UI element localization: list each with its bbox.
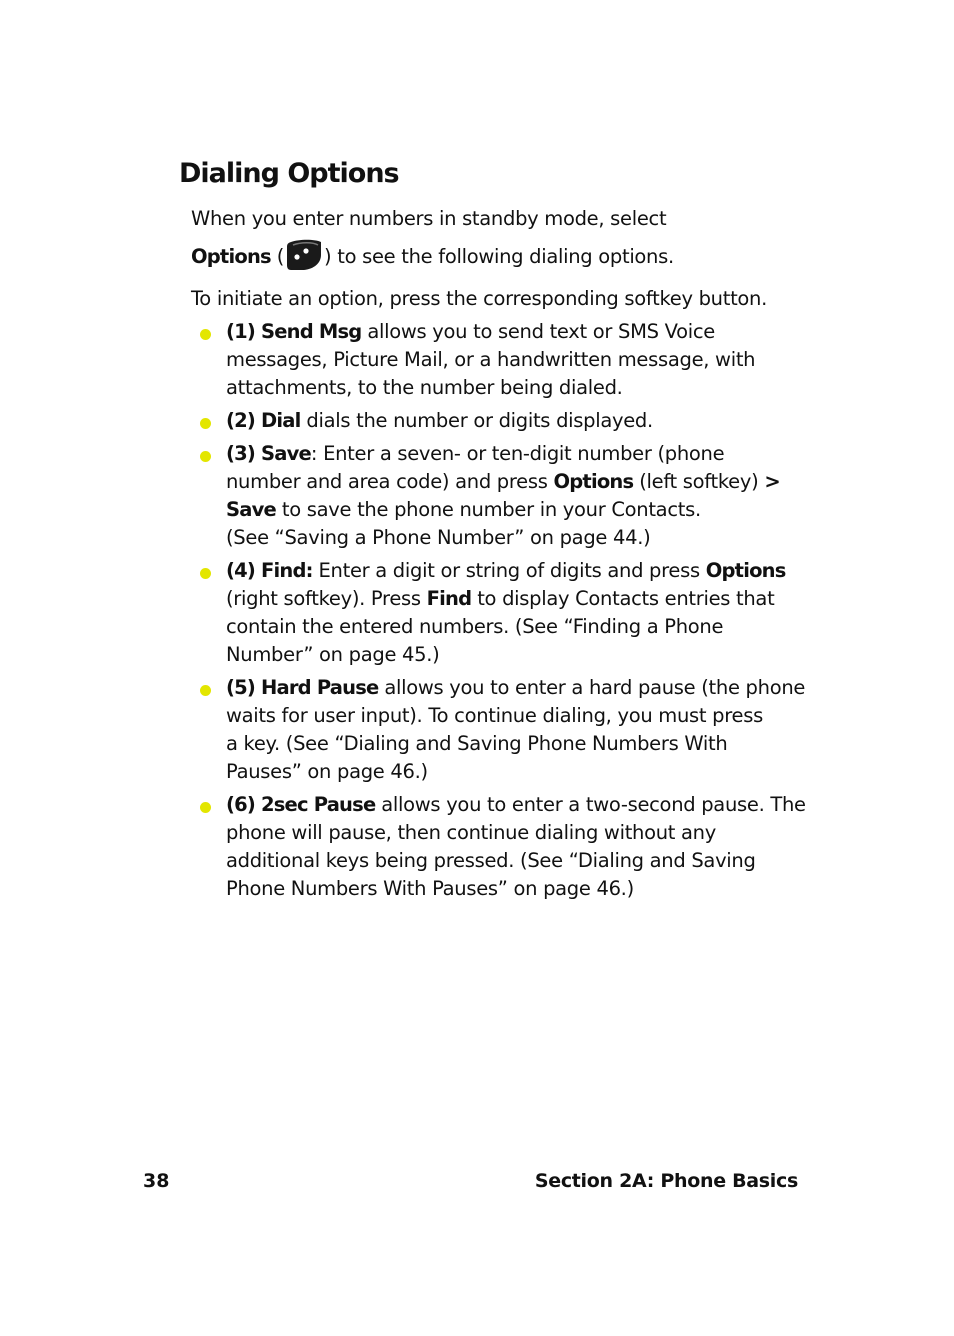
option-text: allows you to enter a hard pause (the phone	[378, 676, 806, 699]
bullet-dot	[200, 685, 211, 696]
bullet-line	[226, 318, 806, 346]
bullet-dot	[200, 568, 211, 579]
bullet-dot	[200, 329, 211, 340]
bullet-dot	[200, 802, 211, 813]
find-keyword: Find	[426, 587, 472, 610]
bullet-line	[226, 585, 806, 613]
option-text: allows you to send text or SMS Voice	[361, 320, 715, 343]
list-item-save	[226, 440, 806, 552]
bullet-line	[226, 557, 806, 585]
bullet-line	[226, 407, 806, 435]
bullet-dot	[200, 418, 211, 429]
option-text: : Enter a seven- or ten-digit number (phone	[310, 442, 725, 465]
intro-line-1	[191, 205, 666, 233]
option-text: to display Contacts entries that	[471, 587, 775, 610]
bullet-line: (See “Saving a Phone Number” on page 44.)	[226, 526, 651, 549]
bullet-line	[226, 468, 806, 496]
option-text: allows you to enter a two-second pause. The	[375, 793, 806, 816]
section-title: Section 2A: Phone Basics	[534, 1170, 798, 1192]
dialing-options-list	[226, 318, 806, 908]
option-text: (right softkey). Press	[226, 587, 427, 610]
list-item-2sec-pause	[226, 791, 806, 903]
option-label: (3) Save	[226, 442, 311, 465]
bullet-line: Number” on page 45.)	[226, 643, 440, 666]
bullet-line: waits for user input). To continue dialing, you must press	[226, 704, 763, 727]
intro-instruction: To initiate an option, press the corresponding softkey button.	[191, 287, 767, 310]
intro-text: When you enter numbers in standby mode, select	[191, 207, 667, 230]
options-keyword: Options	[705, 559, 786, 582]
bullet-line	[226, 496, 806, 524]
bullet-line: messages, Picture Mail, or a handwritten message, with	[226, 348, 756, 371]
bullet-line	[226, 674, 806, 702]
intro-line-2-rest: ) to see the following dialing options.	[324, 245, 674, 268]
option-label: (2) Dial	[226, 409, 301, 432]
option-text: number and area code) and press	[226, 470, 554, 493]
options-keyword: Options	[553, 470, 634, 493]
page-title: Dialing Options	[179, 158, 399, 189]
bullet-line: Pauses” on page 46.)	[226, 760, 428, 783]
option-label: (1) Send Msg	[226, 320, 362, 343]
save-keyword: Save	[226, 498, 276, 521]
bullet-line: contain the entered numbers. (See “Finding a Phone	[226, 615, 724, 638]
option-label: (5) Hard Pause	[226, 676, 379, 699]
option-text: to save the phone number in your Contacts.	[275, 498, 701, 521]
options-keyword: Options	[191, 245, 271, 268]
option-text: dials the number or digits displayed.	[300, 409, 653, 432]
list-item-send-msg	[226, 318, 806, 402]
bullet-line: additional keys being pressed. (See “Dialing and Saving	[226, 849, 756, 872]
intro-line-2	[191, 243, 674, 272]
open-paren: (	[270, 245, 285, 268]
bullet-line: a key. (See “Dialing and Saving Phone Numbers With	[226, 732, 728, 755]
bullet-dot	[200, 451, 211, 462]
option-label: (4) Find:	[226, 559, 313, 582]
list-item-hard-pause	[226, 674, 806, 786]
bullet-line: attachments, to the number being dialed.	[226, 376, 623, 399]
option-text: Enter a digit or string of digits and press	[312, 559, 706, 582]
right-softkey-icon	[285, 238, 323, 272]
menu-arrow: >	[764, 470, 780, 493]
list-item-find	[226, 557, 806, 669]
option-text: (left softkey)	[633, 470, 765, 493]
page-number: 38	[143, 1170, 170, 1192]
bullet-line	[226, 791, 806, 819]
intro-line-3	[191, 285, 767, 313]
bullet-line: Phone Numbers With Pauses” on page 46.)	[226, 877, 634, 900]
option-label: (6) 2sec Pause	[226, 793, 376, 816]
list-item-dial	[226, 407, 806, 435]
bullet-line: phone will pause, then continue dialing without any	[226, 821, 716, 844]
bullet-line	[226, 440, 806, 468]
